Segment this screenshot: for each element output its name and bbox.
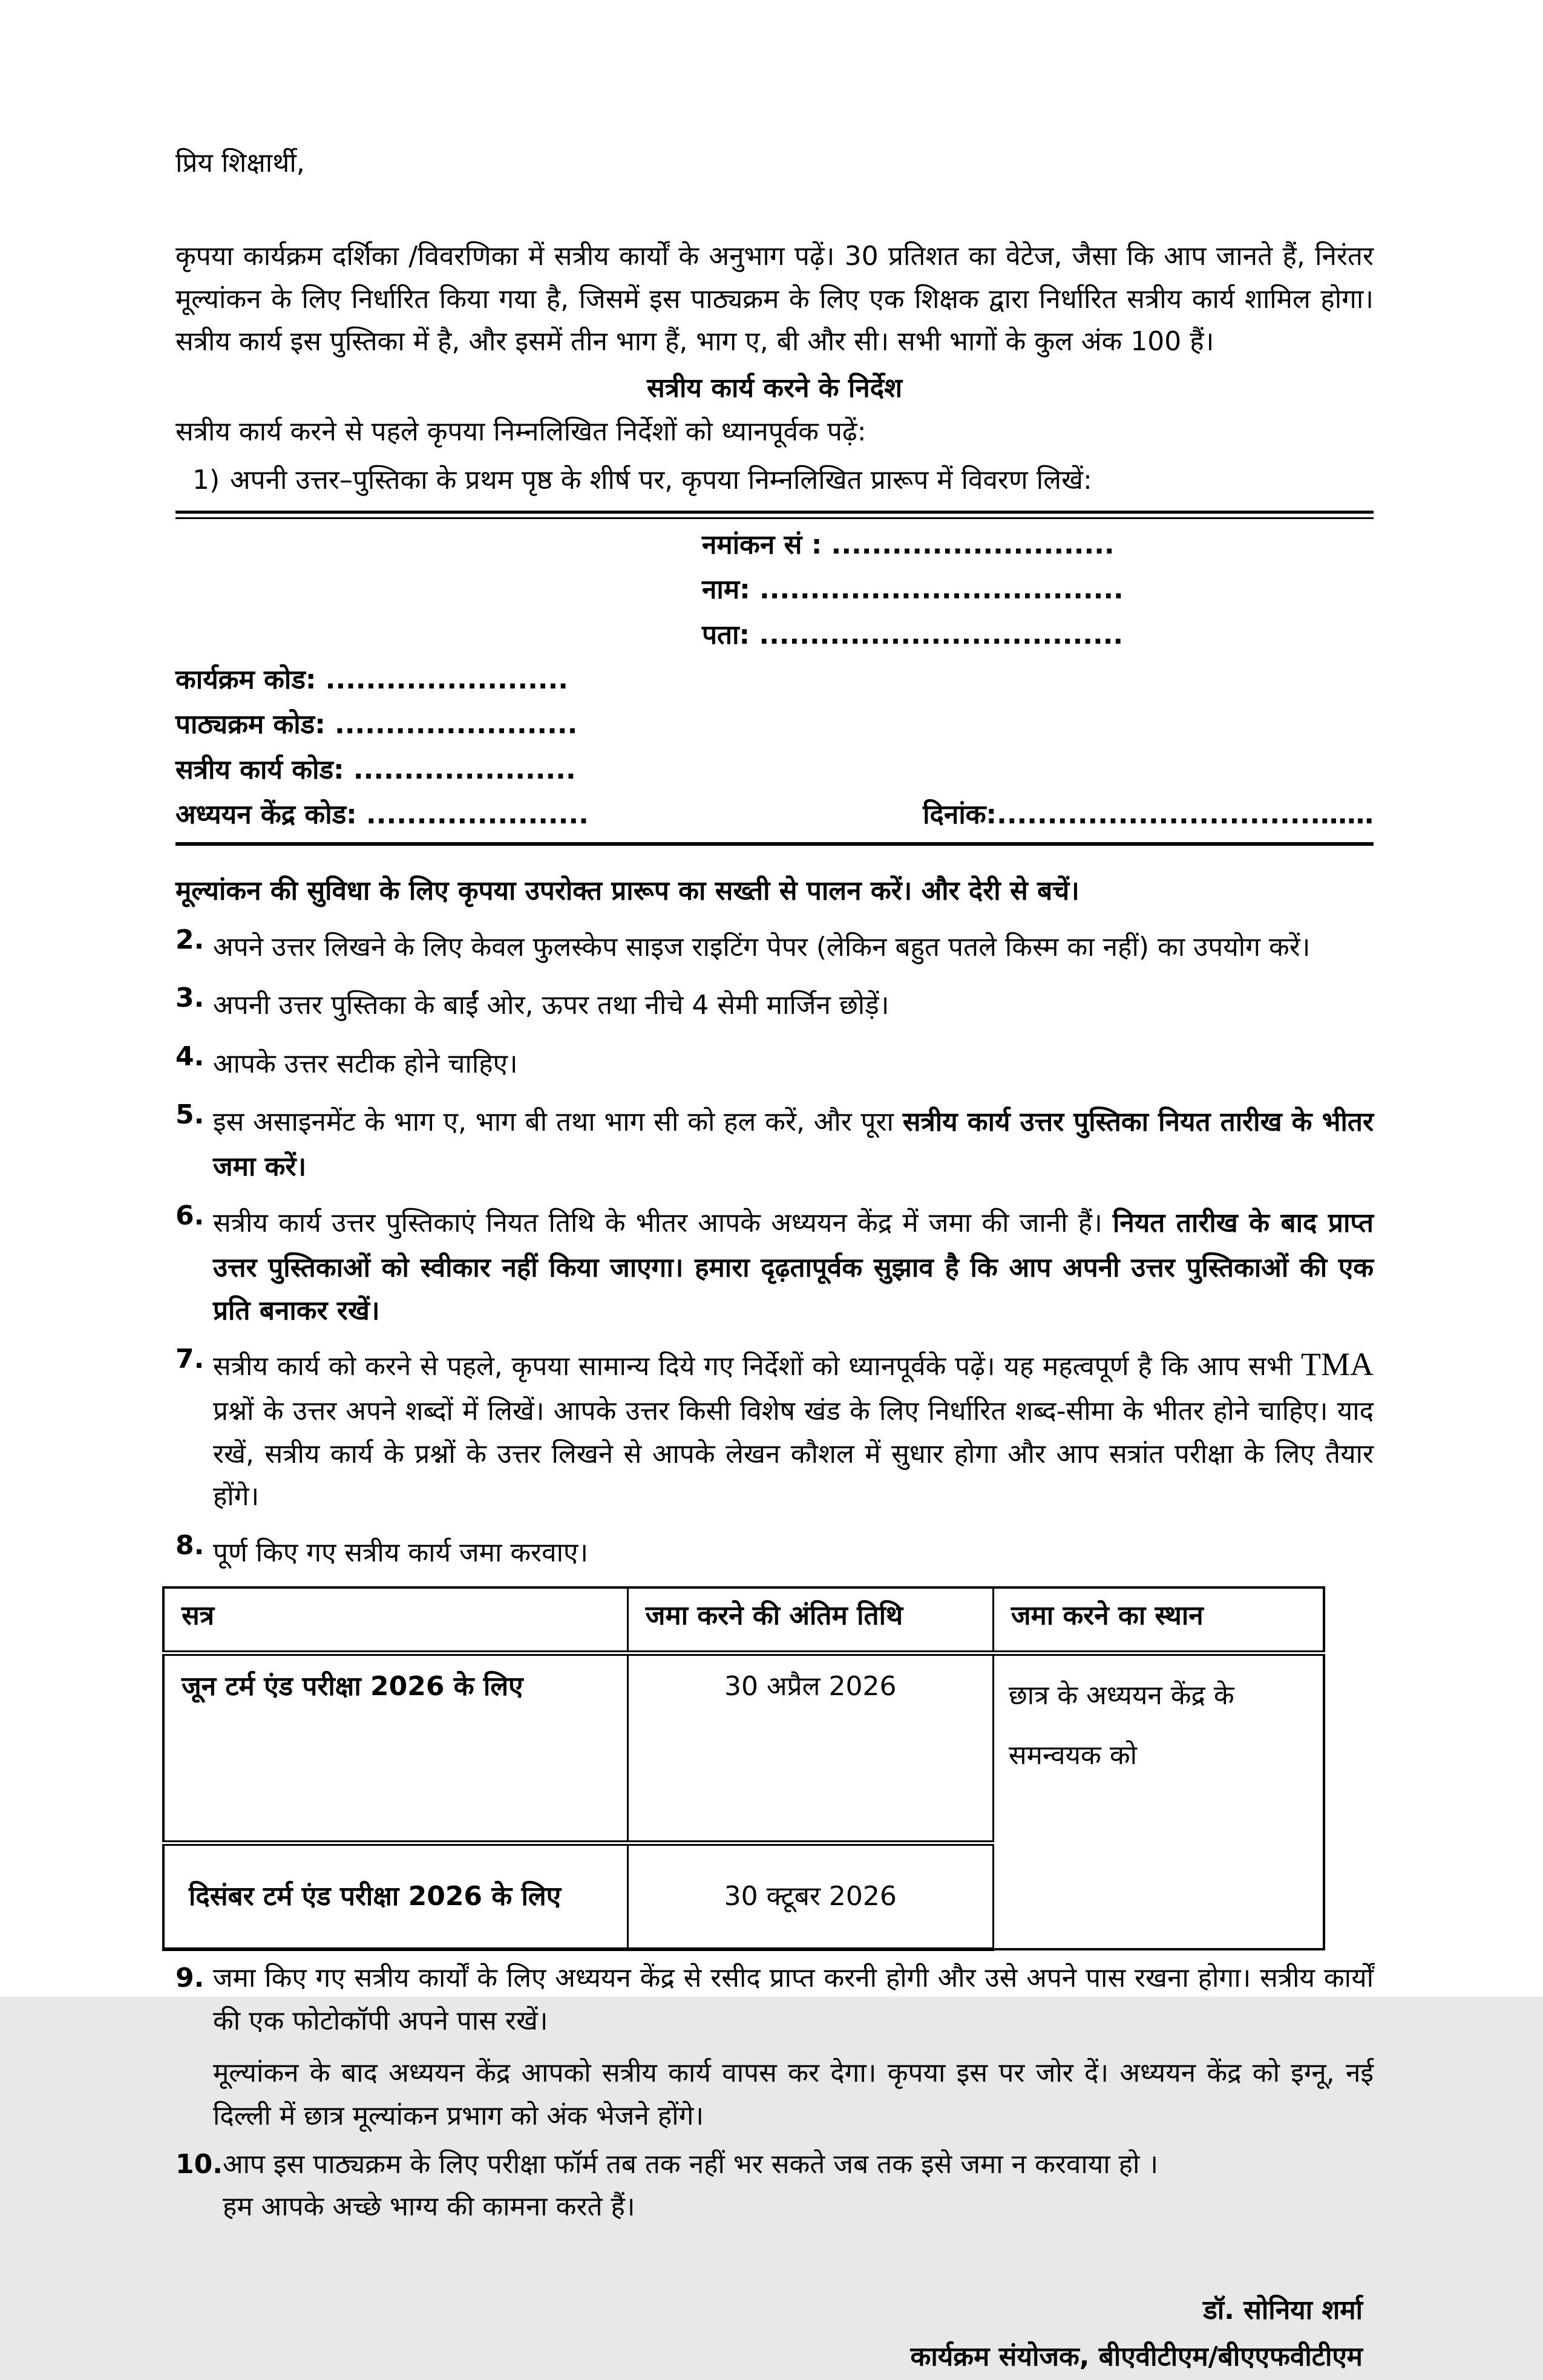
item-text-main: अपने उत्तर लिखने के लिए केवल फुलस्केप साइज राइटिंग पेपर (लेकिन बहुत पतले किस्म का नहीं) का उपयोग करें। bbox=[213, 931, 1311, 963]
date-label: दिनांक:................................…… bbox=[923, 799, 1374, 831]
instruction-item-3 bbox=[175, 977, 1374, 1029]
place-cell: छात्र के अध्ययन केंद्र के समन्वयक को bbox=[993, 1653, 1324, 1950]
table-header-last-date: जमा करने की अंतिम तिथि bbox=[627, 1587, 993, 1653]
salutation: प्रिय शिक्षार्थी, bbox=[175, 148, 305, 178]
address-line: पता: .................................... bbox=[702, 619, 1124, 650]
table-row bbox=[163, 1653, 1324, 1843]
item-number: 7. bbox=[175, 1343, 205, 1375]
table-header-row bbox=[163, 1587, 1324, 1653]
item-text: अपनी उत्तर–पुस्तिका के प्रथम पृष्ठ के शीर्ष पर, कृपया निम्नलिखित प्रारूप में विवरण लिखें: bbox=[230, 465, 1092, 496]
item-number: 10. bbox=[175, 2148, 223, 2180]
item-text-main: अपनी उत्तर पुस्तिका के बाईं ओर, ऊपर तथा नीचे 4 सेमी मार्जिन छोड़ें। bbox=[213, 990, 889, 1021]
item-text bbox=[213, 1338, 1374, 1519]
item-text-main: सत्रीय कार्य उत्तर पुस्तिकाएं नियत तिथि के भीतर आपके अध्ययन केंद्र में जमा की जानी हैं। bbox=[213, 1207, 1113, 1238]
enrollment-number-line: नमांकन सं : ............................ bbox=[702, 529, 1115, 560]
signature-name: डॉ. सोनिया शर्मा bbox=[1203, 2294, 1363, 2326]
item-number: 2. bbox=[175, 924, 205, 955]
item-text-main: आपके उत्तर सटीक होने चाहिए। bbox=[213, 1048, 518, 1079]
item-text bbox=[213, 1525, 1374, 1577]
instruction-item-10 bbox=[175, 2143, 1374, 2229]
item-number: 5. bbox=[175, 1099, 205, 1131]
item-text bbox=[213, 919, 1374, 971]
item-number: 6. bbox=[175, 1200, 205, 1231]
instruction-item-1 bbox=[175, 459, 1374, 502]
table-header-place: जमा करने का स्थान bbox=[993, 1587, 1324, 1653]
instruction-item-4 bbox=[175, 1036, 1374, 1088]
item-text-main: पूर्ण किए गए सत्रीय कार्य जमा करवाए। bbox=[213, 1537, 589, 1568]
item-text bbox=[213, 1195, 1374, 1332]
course-code-line: पाठ्यक्रम कोड: ........................ bbox=[175, 709, 578, 740]
item-text-main: इस असाइनमेंट के भाग ए, भाग बी तथा भाग सी को हल करें, और पूरा bbox=[213, 1107, 903, 1138]
item-number: 4. bbox=[175, 1041, 205, 1072]
item-number: 3. bbox=[175, 982, 205, 1014]
instructions-list bbox=[175, 919, 1374, 1577]
separator-double-rule bbox=[175, 511, 1374, 519]
item-text-bold: नियत तारीख के बाद प्राप्त उत्तर पुस्तिकाओं को स्वीकार नहीं किया जाएगा। हमारा दृढ़तापूर्वक सुझाव है कि आप अपनी उत्तर पुस्तिकाओं की एक प्रति बनाकर रखें। bbox=[213, 1207, 1374, 1326]
item-text-tma: TMA bbox=[1301, 1345, 1374, 1382]
table-header-session: सत्र bbox=[163, 1587, 627, 1653]
signature-block bbox=[175, 2287, 1374, 2380]
separator-single-rule bbox=[175, 842, 1374, 846]
item-text-extra: हम आपके अच्छे भाग्य की कामना करते हैं। bbox=[222, 2191, 635, 2223]
program-code-line: कार्यक्रम कोड: ........................ bbox=[175, 664, 568, 695]
answer-sheet-format-block bbox=[175, 524, 1374, 837]
item-text bbox=[213, 1036, 1374, 1088]
pre-instructions-line: सत्रीय कार्य करने से पहले कृपया निम्नलिखित निर्देशों को ध्यानपूर्वक पढ़ें: bbox=[175, 416, 867, 447]
item-text bbox=[213, 977, 1374, 1029]
item-text bbox=[213, 1094, 1374, 1189]
instruction-item-7 bbox=[175, 1338, 1374, 1519]
document-content bbox=[175, 142, 1374, 2380]
instruction-item-2 bbox=[175, 919, 1374, 971]
last-date-cell: 30 अप्रैल 2026 bbox=[627, 1653, 993, 1843]
item-text bbox=[223, 2143, 1374, 2229]
item-text-rest: प्रश्नों के उत्तर अपने शब्दों में लिखें। आपके उत्तर किसी विशेष खंड के लिए निर्धारित शब्द-सीमा के भीतर होने चाहिए। याद रखें, सत्रीय कार्य के प्रश्नों के उत्तर लिखने से आपके लेखन कौशल में सुधार होगा और आप सत्रांत परीक्षा के लिए तैयार होंगे। bbox=[213, 1396, 1374, 1512]
item-text-main: आप इस पाठ्यक्रम के लिए परीक्षा फॉर्म तब तक नहीं भर सकते जब तक इसे जमा न करवाया हो । bbox=[222, 2148, 1159, 2180]
study-centre-code-label: अध्ययन केंद्र कोड: ...................... bbox=[175, 799, 589, 831]
study-centre-date-line bbox=[175, 794, 1374, 836]
item-text-bold: सत्रीय कार्य उत्तर पुस्तिका नियत तारीख के भीतर जमा करें। bbox=[213, 1107, 1374, 1183]
instruction-item-8 bbox=[175, 1525, 1374, 1577]
item-text-main: जमा किए गए सत्रीय कार्यों के लिए अध्ययन केंद्र से रसीद प्राप्त करनी होगी और उसे अपने पास रखना होगा। सत्रीय कार्यों की एक फोटोकॉपी अपने पास रखें। bbox=[213, 1963, 1374, 2036]
session-cell: दिसंबर टर्म एंड परीक्षा 2026 के लिए bbox=[163, 1843, 627, 1950]
item-text bbox=[213, 1957, 1374, 2137]
submission-table bbox=[162, 1586, 1325, 1951]
assignment-code-line: सत्रीय कार्य कोड: ...................... bbox=[175, 754, 576, 785]
format-warning-note: मूल्यांकन की सुविधा के लिए कृपया उपरोक्त प्रारूप का सख्ती से पालन करें। और देरी से बचें। bbox=[175, 875, 1079, 907]
instruction-item-5 bbox=[175, 1094, 1374, 1189]
instructions-list-end bbox=[175, 1957, 1374, 2228]
instruction-item-6 bbox=[175, 1195, 1374, 1332]
item-text-main: सत्रीय कार्य को करने से पहले, कृपया सामान्य दिये गए निर्देशों को ध्यानपूर्वके पढ़ें। यह महत्वपूर्ण है कि आप सभी bbox=[213, 1350, 1301, 1382]
item-number: 1) bbox=[192, 465, 220, 496]
item-text-extra: मूल्यांकन के बाद अध्ययन केंद्र आपको सत्रीय कार्य वापस कर देगा। कृपया इस पर जोर दें। अध्ययन केंद्र को इग्नू, नई दिल्ली में छात्र मूल्यांकन प्रभाग को अंक भेजने होंगे। bbox=[213, 2058, 1374, 2131]
item-number: 8. bbox=[175, 1529, 205, 1561]
signature-title: कार्यक्रम संयोजक, बीएवीटीएम/बीएएफवीटीएम bbox=[910, 2341, 1363, 2372]
name-line: नाम: .................................... bbox=[702, 574, 1124, 606]
instruction-item-9 bbox=[175, 1957, 1374, 2137]
intro-paragraph: कृपया कार्यक्रम दर्शिका /विवरणिका में सत्रीय कार्यों के अनुभाग पढ़ें। 30 प्रतिशत का वेटेज, जैसा कि आप जानते हैं, निरंतर मूल्यांकन के लिए निर्धारित किया गया है, जिसमें इस पाठ्यक्रम के लिए एक शिक्षक द्वारा निर्धारित सत्रीय कार्य शामिल होगा। सत्रीय कार्य इस पुस्तिका में है, और इसमें तीन भाग हैं, भाग ए, बी और सी। सभी भागों के कुल अंक 100 हैं। bbox=[175, 241, 1374, 358]
last-date-cell: 30 क्टूबर 2026 bbox=[627, 1843, 993, 1950]
instructions-heading: सत्रीय कार्य करने के निर्देश bbox=[646, 372, 903, 404]
session-cell: जून टर्म एंड परीक्षा 2026 के लिए bbox=[163, 1653, 627, 1843]
item-number: 9. bbox=[175, 1963, 205, 1994]
